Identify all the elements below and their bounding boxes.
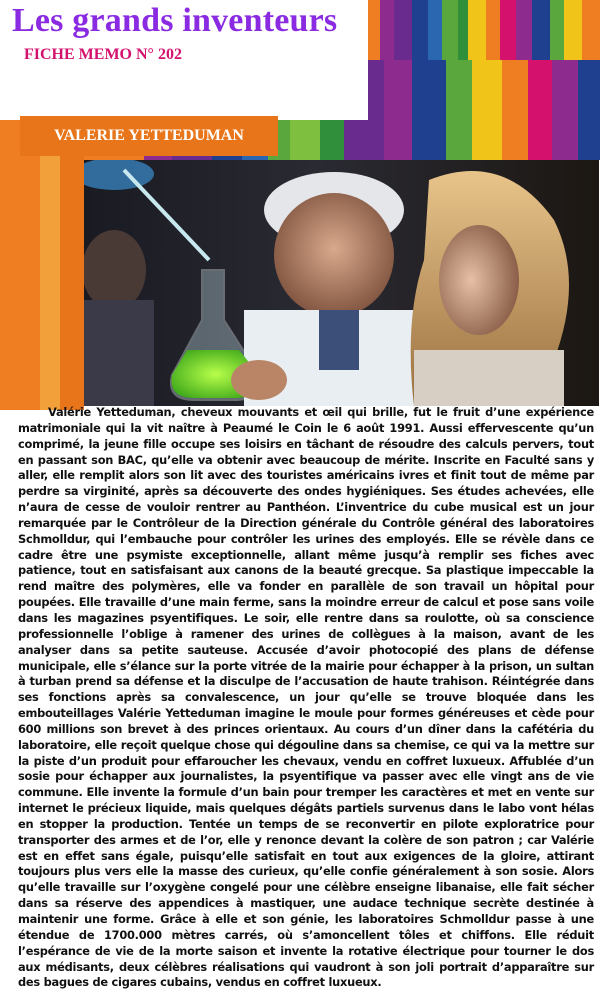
article-body: Valérie Yetteduman, cheveux mouvants et œil qui brille, fut le fruit d’une expérience matrimoniale qui la vit naître à Peaumé le Coin le 6 août 1991. Aussi effervescente qu’un comprimé, la jeune fille occupe ses loisirs en tâchant de résoudre des calculs pervers, tout en passant son BAC, qu’elle va obtenir avec beaucoup de mérite. Inscrite en Faculté sans y aller, elle remplit alors son lit avec des touristes américains ivres et finit tout de même par perdre sa virginité, après sa découverte des ondes hygiéniques. Ses études achevées, elle n’aura de cesse de vouloir rentrer au Panthéon. L’inventrice du cube musical est un jour remarquée par le Contrôleur de la Direction générale du Contrôle général des laboratoires Schmolldur, qui l’embauche pour contrôler les urines des employés. Elle se révèle dans ce cadre être une psymiste exceptionnelle, allant même jusqu’à remplir ses fiches avec patience, tout en satisfaisant aux canons de la beauté grecque. Sa plastique impeccable la rend maître des polymères, elle va fonder en parallèle de son travail un hôpital pour poupées. Elle travaille d’une main ferme, sans la moindre erreur de calcul et pose sans voile dans les magazines psyentifiques. Le soir, elle rentre dans sa roulotte, où sa conscience professionnelle l’oblige à ramener des urines de collègues à la maison, avant de les analyser dans sa petite sauteuse. Accusée d’avoir photocopié des plans de défense municipale, elle s’élance sur la porte vitrée de la mairie pour échapper à la prison, un sultan à turban prend sa défense et la disculpe de l’accusation de haute trahison. Réintégrée dans ses fonctions après sa convalescence, un jour qu’elle se trouve bloquée dans les embouteillages Valérie Yetteduman imagine le moule pour formes généreuses et cède pour 600 millions son brevet à des princes orientaux. Au cours d’un dîner dans la cafétéria du laboratoire, elle reçoit quelque chose qui dégouline dans sa chemise, ce qui va la mettre sur la piste d’un produit pour effaroucher les chevaux, vendu en coffret luxueux. Affublée d’un sosie pour échapper aux journalistes, la psyentifique va passer avec elle vingt ans de vie commune. Elle invente la formule d’un bain pour tremper les caractères et met en vente sur internet le précieux liquide, mais quelques dégâts partiels survenus dans le labo vont hélas en stopper la production. Tentée un temps de se reconvertir en pilote exploratrice pour transporter des armes et de l’or, elle y renonce devant la colère de son patron ; car Valérie est en effet sans égale, puisqu’elle satisfait en tout aux exigences de la gloire, attirant toujours plus vers elle la masse des curieux, qu’elle confie généralement à son sosie. Alors qu’elle travaille sur l’oxygène congelé pour une célèbre enseigne libanaise, elle fait sécher dans sa réserve des appendices à mastiquer, une audace technique secrète destinée à maintenir une forme. Grâce à elle et son génie, les laboratoires Schmolldur passe à une étendue de 1700.000 mètres carrés, où s’amoncellent tôles et chiffons. Elle réduit l’espérance de vie de la morte saison et invente la rotative électrique pour tourner le dos aux médisants, deux célèbres réalisations qui vaudront à son joli portrait d’apparaître sur des bagues de cigares cubains, vendus en coffret luxueux. <box>18 405 594 990</box>
inventor-name: VALERIE YETTEDUMAN <box>54 127 244 144</box>
page-title: Les grands inventeurs <box>12 2 338 39</box>
inventor-name-banner <box>20 116 278 156</box>
fiche-number: FICHE MEMO N° 202 <box>24 46 182 63</box>
laboratory-photo <box>84 160 599 406</box>
